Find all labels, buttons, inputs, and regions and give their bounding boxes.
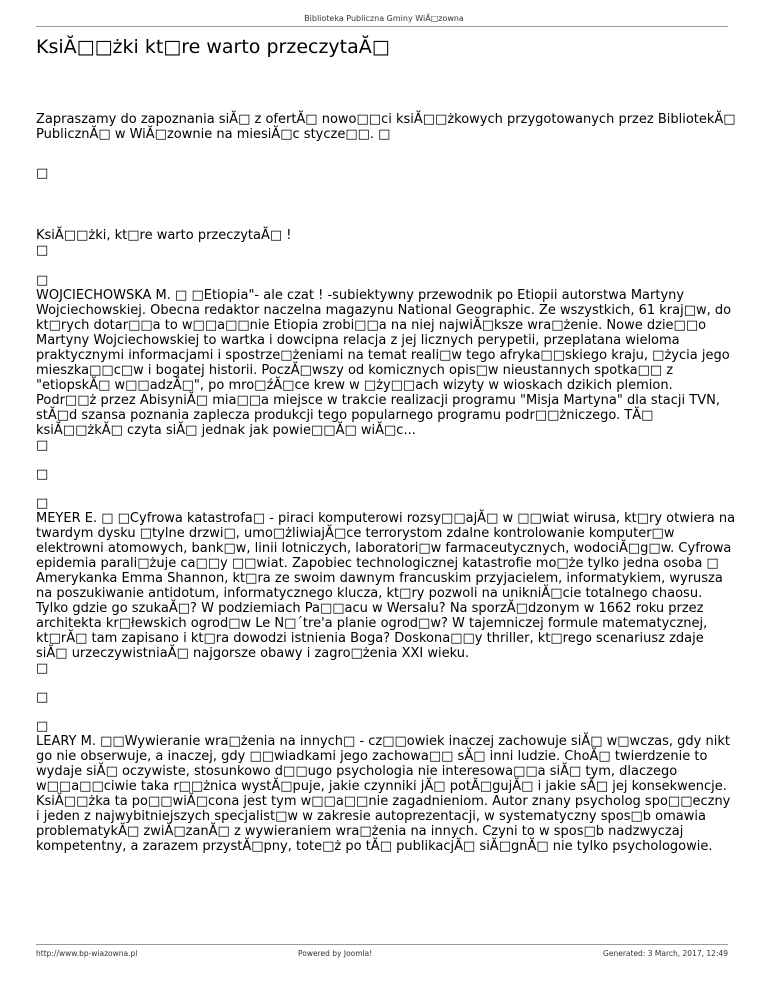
placeholder-box: □ bbox=[36, 467, 49, 482]
book-description-wojciechowska: WOJCIECHOWSKA M. □ □Etiopia"- ale czat ! -subiektywny przewodnik po Etiopii autorstwa Martyny Wojciechowskiej. Obecna redaktor naczelna magazynu National Geographic. Ze wszystkich, 61 kraj□w, do kt□rych dotar□□a to w□□a□□nie Etiopia zrobi□□a na niej najwiĂ□ksze wra□żenie. Nowe dzie□□o Martyny Wojciechowskiej to wartka i dowcipna relacja z jej licznych perypetii, przeplatana wieloma praktycznymi informacjami i spostrze□żeniami na temat reali□w tego afryka□□skiego kraju, □życia jego mieszka□□c□w i bogatej historii. PoczĂ□wszy od komicznych opis□w nieustannych spotka□□ z "etiopskĂ□ w□□adzĂ□", po mro□źĂ□ce krew w □ży□□ach wizyty w wioskach dzikich plemion. Podr□□ż przez AbisyniĂ□ mia□□a miejsce w trakcie realizacji programu "Misja Martyna" dla stacji TVN, stĂ□d szansa poznania zaplecza produkcji tego popularnego programu podr□□żniczego. TĂ□ ksiĂ□□żkĂ□ czyta siĂ□ jednak jak powie□□Ă□ wiĂ□c... bbox=[36, 288, 732, 438]
intro-paragraph: Zapraszamy do zapoznania siĂ□ z ofertĂ□ nowo□□ci ksiĂ□□żkowych przygotowanych przez BibliotekĂ□ PublicznĂ□ w WiĂ□zownie na miesiĂ□c stycze□□. □ bbox=[36, 112, 736, 142]
footer-url: http://www.bp-wiazowna.pl bbox=[36, 949, 138, 958]
placeholder-box: □ bbox=[36, 166, 49, 181]
subtitle: KsiĂ□□żki, kt□re warto przeczytaĂ□ ! bbox=[36, 228, 292, 243]
header-divider bbox=[36, 26, 728, 27]
article-title: KsiĂ□□żki kt□re warto przeczytaĂ□ bbox=[36, 36, 390, 58]
placeholder-box: □ bbox=[36, 690, 49, 705]
footer-divider bbox=[36, 944, 728, 945]
placeholder-box: □ bbox=[36, 719, 49, 734]
footer-generated-date: Generated: 3 March, 2017, 12:49 bbox=[603, 949, 728, 958]
footer-powered-by: Powered by Joomla! bbox=[298, 949, 373, 958]
placeholder-box: □ bbox=[36, 438, 49, 453]
book-description-meyer: MEYER E. □ □Cyfrowa katastrofa□ - piraci komputerowi rozsy□□ajĂ□ w □□wiat wirusa, kt□ry otwiera na twardym dysku □tylne drzwi□, umo□żliwiajĂ□ce terrorystom zdalne kontrolowanie komputer□w elektrowni atomowych, bank□w, linii lotniczych, laboratori□w farmaceutycznych, wodociĂ□g□w. Cyfrowa epidemia parali□żuje ca□□y □□wiat. Zapobiec technologicznej katastrofie mo□że tylko jedna osoba □ Amerykanka Emma Shannon, kt□ra ze swoim dawnym francuskim przyjacielem, informatykiem, wyrusza na poszukiwanie antidotum, informatycznego klucza, kt□ry pozwoli na unikniĂ□cie totalnego chaosu. Tylko gdzie go szukaĂ□? W podziemiach Pa□□acu w Wersalu? Na sporzĂ□dzonym w 1662 roku przez architekta kr□łewskich ogrod□w Le N□´tre'a planie ogrod□w? W tajemniczej formule matematycznej, kt□rĂ□ tam zapisano i kt□ra dowodzi istnienia Boga? Doskona□□y thriller, kt□rego scenariusz zdaje siĂ□ urzeczywistniaĂ□ najgorsze obawy i zagro□żenia XXI wieku. bbox=[36, 511, 736, 661]
site-header: Biblioteka Publiczna Gminy WiĂ□zowna bbox=[304, 14, 464, 23]
article-body bbox=[36, 112, 736, 854]
book-description-leary: LEARY M. □□Wywieranie wra□żenia na innych□ - cz□□owiek inaczej zachowuje siĂ□ w□wczas, gdy nikt go nie obserwuje, a inaczej, gdy □□wiadkami jego zachowa□□ sĂ□ inni ludzie. ChoĂ□ twierdzenie to wydaje siĂ□ oczywiste, stosunkowo d□□ugo psychologia nie interesowa□□a siĂ□ tym, dlaczego w□□a□□ciwie taka r□□żnica wystĂ□puje, jakie czynniki jĂ□ potĂ□gujĂ□ i jakie sĂ□ jej konsekwencje. KsiĂ□□żka ta po□□wiĂ□cona jest tym w□□a□□nie zagadnieniom. Autor znany psycholog spo□□eczny i jeden z najwybitniejszych specjalist□w w zakresie autoprezentacji, w systematyczny spos□b omawia problematykĂ□ zwiĂ□zanĂ□ z wywieraniem wra□żenia na innych. Czyni to w spos□b nadzwyczaj kompetentny, a zarazem przystĂ□pny, tote□ż po tĂ□ publikacjĂ□ siĂ□gnĂ□ nie tylko psychologowie. bbox=[36, 734, 731, 854]
placeholder-box: □ bbox=[36, 661, 49, 676]
placeholder-box: □ bbox=[36, 496, 49, 511]
placeholder-box: □ bbox=[36, 243, 49, 258]
placeholder-box: □ bbox=[36, 273, 49, 288]
